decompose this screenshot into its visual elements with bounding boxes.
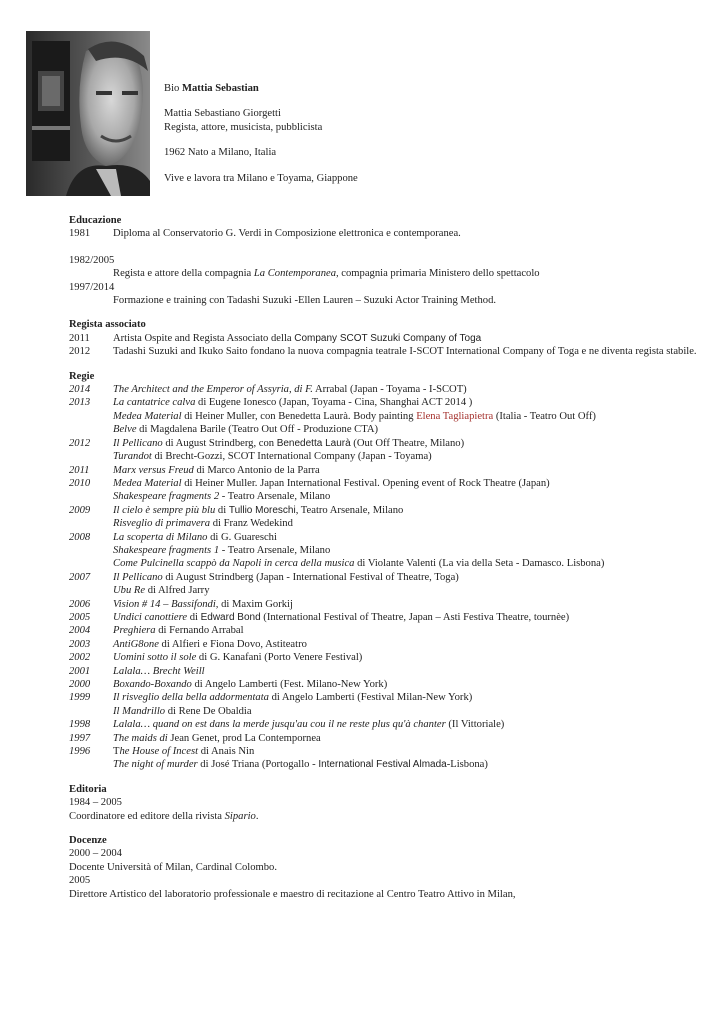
list-item: 2002 Uomini sotto il sole di G. Kanafani (Porto Venere Festival) <box>69 652 363 664</box>
bio-name: Mattia Sebastian <box>181 83 259 94</box>
list-item: Shakespeare fragments 2 - Teatro Arsenale, Milano <box>113 491 331 503</box>
cv-content <box>69 214 699 901</box>
list-item: Regista e attore della compagnia La Contemporanea, compagnia primaria Ministero dello spettacolo <box>113 268 540 280</box>
list-item: 2001 Lalala… Brecht Weill <box>69 665 205 677</box>
portrait-photo <box>26 31 150 196</box>
section-educazione <box>69 214 699 307</box>
bio-roles: Regista, attore, musicista, pubblicista <box>164 121 323 133</box>
list-item: The night of murder di José Triana (Portogallo - International Festival Almada-Lisbona) <box>113 759 488 771</box>
bio-residence: Vive e lavora tra Milano e Toyama, Giappone <box>164 172 358 184</box>
list-item: 1999 Il risveglio della bella addormentata di Angelo Lamberti (Festival Milan-New York) <box>69 692 473 704</box>
list-item: 1998 Lalala… quand on est dans la merde jusqu'au cou il ne reste plus qu'à chanter (Il Vittoriale) <box>69 719 505 731</box>
bio-block <box>164 82 564 197</box>
list-item: Belve di Magdalena Barile (Teatro Out Off - Produzione CTA) <box>113 424 379 436</box>
list-item: 2013 La cantatrice calva di Eugene Ionesco (Japan, Toyama - Cina, Shanghai ACT 2014 ) <box>69 397 473 409</box>
list-item: Come Pulcinella scappò da Napoli in cerca della musica di Violante Valenti (La via della Seta - Damasco. Lisbona) <box>113 558 605 570</box>
list-item: 2012 Tadashi Suzuki and Ikuko Saito fondano la nuova compagnia teatrale I-SCOT International Company of Toga e ne diventa regista stabile. <box>69 346 697 358</box>
list-item: 2012 Il Pellicano di August Strindberg, con Benedetta Laurà (Out Off Theatre, Milano) <box>69 437 465 449</box>
list-item: 2005 Undici canottiere di Edward Bond (International Festival of Theatre, Japan – Asti Festiva Theatre, tournèe) <box>69 611 570 623</box>
list-item: Il Mandrillo di Rene De Obaldia <box>113 705 252 717</box>
list-item: Medea Material di Heiner Muller, con Benedetta Laurà. Body painting Elena Tagliapietra (Italia - Teatro Out Off) <box>113 410 596 422</box>
list-item: 2000 Boxando-Boxando di Angelo Lamberti (Fest. Milano-New York) <box>69 679 388 690</box>
list-item: 2004 Preghiera di Fernando Arrabal <box>69 625 244 637</box>
section-title: Regie <box>69 370 95 382</box>
list-item: 1997 The maids di Jean Genet, prod La Contempornea <box>69 732 321 744</box>
bio-birth: 1962 Nato a Milano, Italia <box>164 147 277 159</box>
list-item: 2003 AntiG8one di Alfieri e Fiona Dovo, Astiteatro <box>69 638 307 650</box>
bio-fullname: Mattia Sebastiano Giorgetti <box>164 108 281 120</box>
section-regista-associato <box>69 318 699 358</box>
section-editoria <box>69 783 699 823</box>
list-item: 2009 Il cielo è sempre più blu di Tullio Moreschi, Teatro Arsenale, Milano <box>69 504 404 516</box>
list-item: Docente Università of Milan, Cardinal Colombo. <box>69 861 278 873</box>
list-item: Turandot di Brecht-Gozzi, SCOT International Company (Japan - Toyama) <box>113 451 432 463</box>
list-item: Ubu Re di Alfred Jarry <box>113 585 210 597</box>
list-item: 2011 Artista Ospite and Regista Associato della Company SCOT Suzuki Company of Toga <box>69 332 482 344</box>
list-item: Direttore Artistico del laboratorio professionale e maestro di recitazione al Centro Teatro Attivo in Milan, <box>69 888 516 900</box>
list-item: 2011 Marx versus Freud di Marco Antonio de la Parra <box>69 464 320 476</box>
list-item: 1996 The House of Incest di Anais Nin <box>69 746 255 758</box>
list-item: 2008 La scoperta di Milano di G. Guareschi <box>69 531 277 543</box>
bio-details <box>164 107 564 134</box>
list-item: 1981 Diploma al Conservatorio G. Verdi in Composizione elettronica e contemporanea. <box>69 228 461 240</box>
list-item: 2014 The Architect and the Emperor of Assyria, di F. Arrabal (Japan - Toyama - I-SCOT) <box>69 384 467 396</box>
list-item: Shakespeare fragments 1 - Teatro Arsenale, Milano <box>113 544 331 556</box>
section-title: Regista associato <box>69 319 146 331</box>
year-label: 1997/2014 <box>69 281 115 293</box>
list-item: 2007 Il Pellicano di August Strindberg (Japan - International Festival of Theatre, Toga) <box>69 571 459 583</box>
year-label: 1982/2005 <box>69 254 115 266</box>
year-label: 2005 <box>69 875 91 887</box>
section-title: Educazione <box>69 215 122 226</box>
list-item: Formazione e training con Tadashi Suzuki -Ellen Lauren – Suzuki Actor Training Method. <box>113 295 497 307</box>
year-label: 1984 – 2005 <box>69 797 122 809</box>
section-title: Docenze <box>69 835 107 847</box>
list-item: 2006 Vision # 14 – Bassifondi, di Maxim Gorkij <box>69 598 293 610</box>
list-item: 2010 Medea Material di Heiner Muller. Japan International Festival. Opening event of Rock Theatre (Japan) <box>69 477 550 489</box>
year-label: 2000 – 2004 <box>69 848 122 860</box>
section-regie <box>69 370 699 772</box>
list-item: Coordinatore ed editore della rivista Sipario. <box>69 810 259 822</box>
list-item: Risveglio di primavera di Franz Wedekind <box>113 518 293 530</box>
section-docenze <box>69 834 699 901</box>
bio-title: Bio Mattia Sebastian <box>164 83 259 94</box>
section-title: Editoria <box>69 783 107 795</box>
